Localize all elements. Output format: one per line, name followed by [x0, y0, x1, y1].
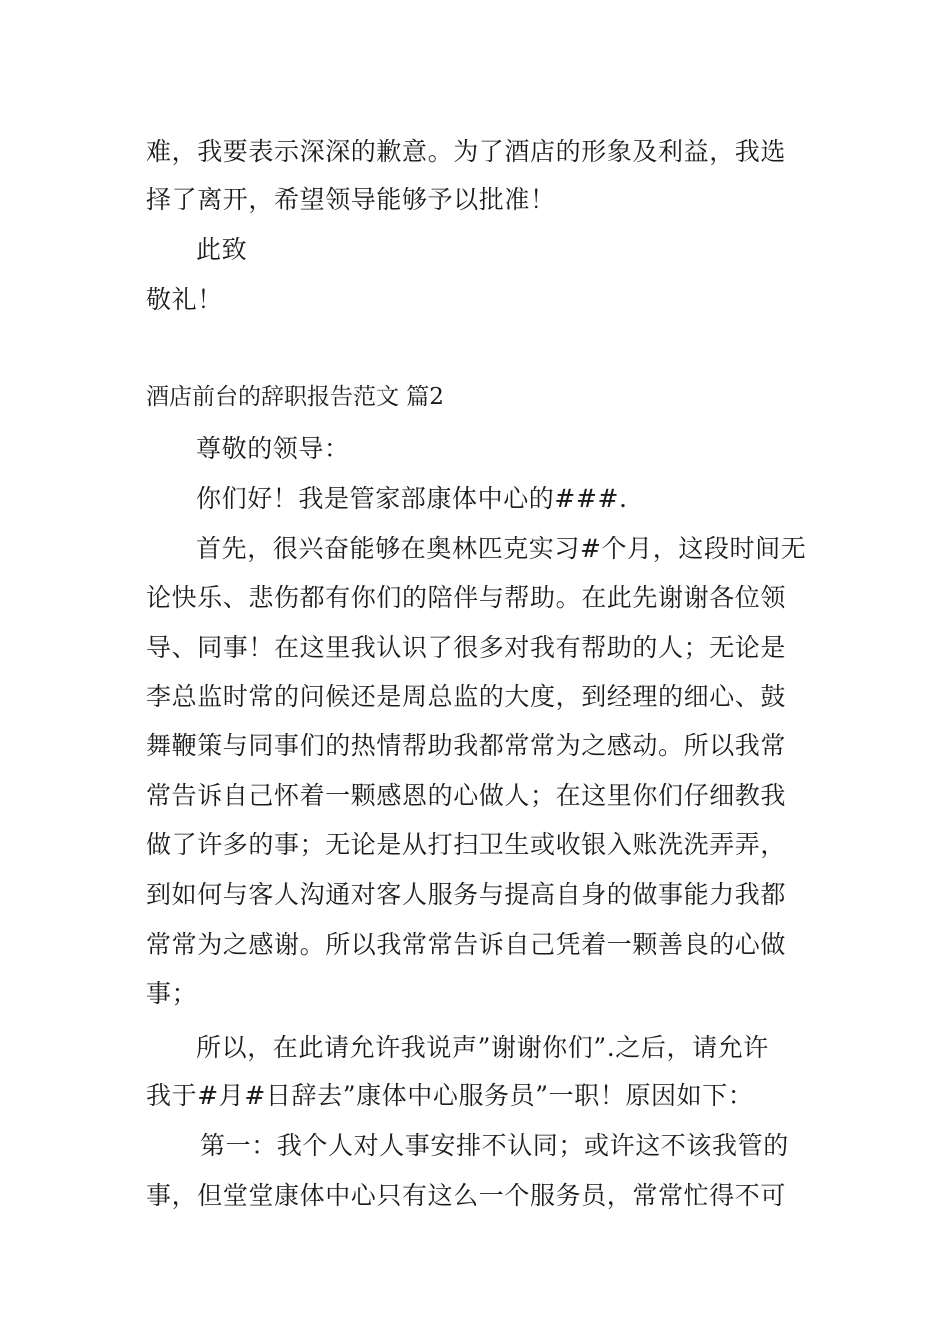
paragraph-line: 择了离开，希望领导能够予以批准！ — [146, 185, 556, 214]
paragraph-line: 导、同事！在这里我认识了很多对我有帮助的人；无论是 — [146, 633, 787, 662]
paragraph-line: 你们好！我是管家部康体中心的###. — [196, 484, 628, 513]
paragraph-line: 第一：我个人对人事安排不认同；或许这不该我管的 — [200, 1131, 789, 1160]
paragraph-line: 事，但堂堂康体中心只有这么一个服务员，常常忙得不可 — [146, 1181, 787, 1210]
paragraph-line: 李总监时常的问候还是周总监的大度，到经理的细心、鼓 — [146, 682, 787, 711]
paragraph-line: 常常为之感谢。所以我常常告诉自己凭着一颗善良的心做 — [146, 930, 787, 959]
section-title: 酒店前台的辞职报告范文 篇2 — [146, 384, 444, 410]
closing-regards: 敬礼！ — [146, 285, 223, 314]
paragraph-line: 首先，很兴奋能够在奥林匹克实习#个月，这段时间无 — [196, 534, 807, 563]
paragraph-line: 论快乐、悲伤都有你们的陪伴与帮助。在此先谢谢各位领 — [146, 583, 787, 612]
paragraph-line: 我于#月#日辞去”康体中心服务员”一职！原因如下： — [146, 1081, 754, 1110]
paragraph-line: 舞鞭策与同事们的热情帮助我都常常为之感动。所以我常 — [146, 731, 787, 760]
paragraph-line: 做了许多的事；无论是从打扫卫生或收银入账洗洗弄弄， — [146, 830, 787, 859]
paragraph-line: 所以，在此请允许我说声”谢谢你们”.之后，请允许 — [196, 1033, 769, 1062]
closing-salutation: 此致 — [196, 235, 248, 264]
paragraph-line: 到如何与客人沟通对客人服务与提高自身的做事能力我都 — [146, 880, 787, 909]
paragraph-line: 事； — [146, 979, 198, 1008]
greeting: 尊敬的领导： — [196, 434, 350, 463]
paragraph-line: 常告诉自己怀着一颗感恩的心做人；在这里你们仔细教我 — [146, 781, 787, 810]
paragraph-line: 难，我要表示深深的歉意。为了酒店的形象及利益，我选 — [146, 137, 787, 166]
